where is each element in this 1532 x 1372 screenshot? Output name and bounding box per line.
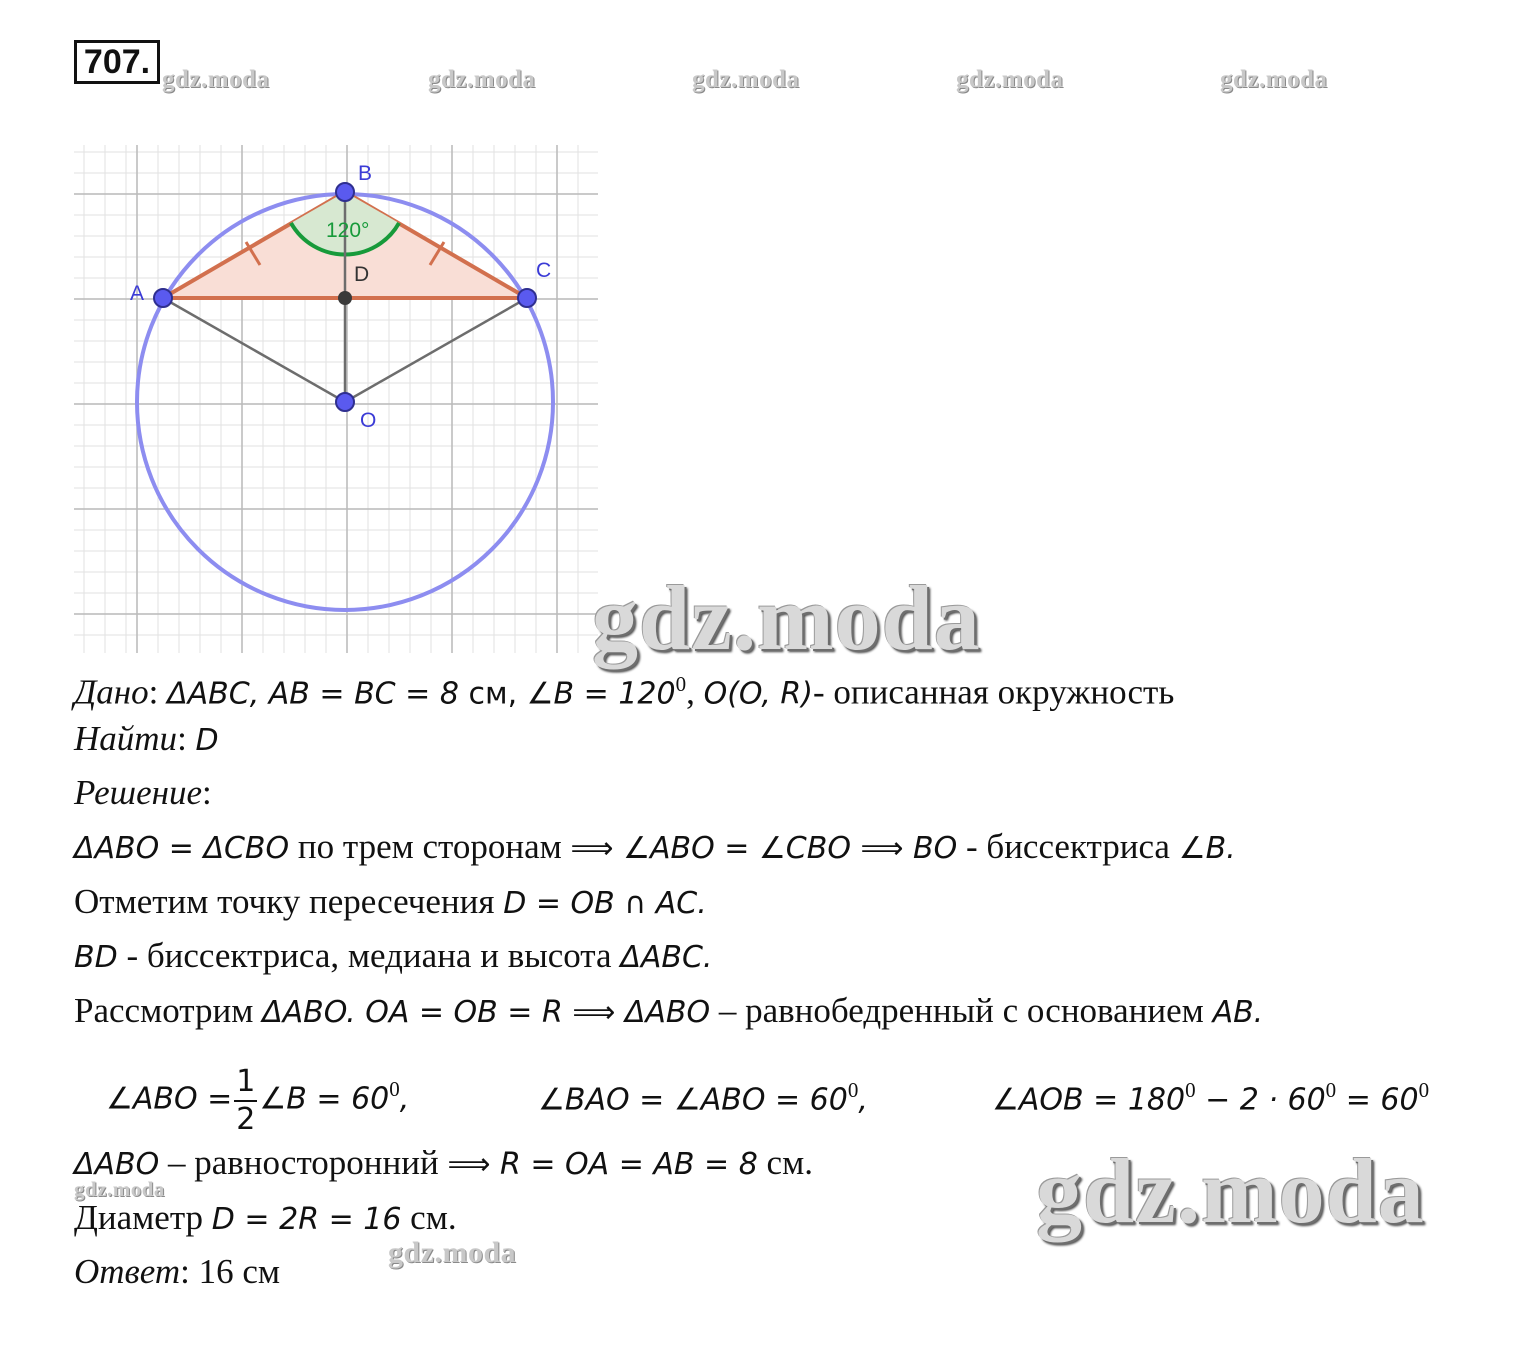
equation-1: [106, 1047, 410, 1137]
text: см.: [401, 1198, 457, 1237]
find-value: D: [195, 723, 219, 758]
geometry-figure: [74, 145, 598, 653]
degree: 0: [389, 1077, 400, 1101]
given-label: Дано: [74, 672, 149, 712]
watermark: gdz.moda: [74, 1177, 165, 1201]
text: – равнобедренный с основанием: [710, 991, 1213, 1030]
label-b: B: [358, 162, 373, 185]
solution-step-1: [74, 827, 1236, 869]
text: Отметим точку пересечения: [74, 882, 504, 921]
math: ΔABC.: [620, 940, 713, 975]
text: - биссектриса, медиана и высота: [117, 936, 621, 975]
watermark-large: gdz.moda: [1036, 1140, 1425, 1242]
math: ΔABO. OA = OB = R ⟹ ΔABO: [262, 995, 711, 1030]
label-d: D: [354, 263, 370, 286]
math: ⟹ ∠ABO = ∠CBO ⟹ BO: [570, 831, 958, 866]
math: D = OB ∩ AC.: [503, 886, 707, 921]
segment-co: [345, 298, 527, 402]
point-b: [336, 183, 354, 201]
math: ∠ABO =: [106, 1081, 233, 1117]
math: ,: [858, 1082, 868, 1118]
given-angle: ∠B = 120: [526, 676, 676, 712]
point-c: [518, 289, 536, 307]
watermark: gdz.moda: [428, 66, 536, 93]
math: ΔABO: [74, 1147, 160, 1182]
angle-label: 120°: [326, 219, 370, 242]
math: ,: [399, 1081, 410, 1117]
label-c: C: [536, 259, 552, 282]
solution-step-6: [74, 1143, 813, 1185]
degree: 0: [1185, 1078, 1196, 1102]
given-rest: - описанная окружность: [812, 672, 1175, 712]
math: − 2 · 60: [1195, 1082, 1326, 1118]
solution-step-7: [74, 1198, 457, 1240]
degree: 0: [847, 1078, 859, 1102]
find-line: Найти: D: [74, 719, 219, 758]
watermark: gdz.moda: [162, 66, 270, 93]
math: AB.: [1212, 995, 1264, 1030]
solution-step-3: [74, 936, 712, 978]
answer-line: [74, 1252, 280, 1292]
degree: 0: [1418, 1078, 1430, 1102]
given-circle: O(O, R): [703, 676, 813, 712]
numerator: 1: [234, 1064, 257, 1102]
label-o: O: [360, 409, 377, 432]
text: Рассмотрим: [74, 991, 263, 1030]
equation-3: [992, 1070, 1429, 1121]
math: ΔABO = ΔCBO: [74, 831, 290, 866]
degree: 0: [1325, 1078, 1337, 1102]
watermark-large: gdz.moda: [592, 567, 981, 669]
math: ∠AOB = 180: [992, 1082, 1186, 1118]
watermark: gdz.moda: [692, 66, 800, 93]
math: ∠B = 60: [259, 1081, 390, 1117]
math: = 60: [1336, 1082, 1419, 1118]
given-sep: ,: [686, 672, 704, 712]
solution-step-2: [74, 882, 707, 924]
answer-label: Ответ: [74, 1252, 181, 1291]
problem-number: 707.: [74, 40, 160, 84]
find-label: Найти: [74, 719, 178, 758]
math: BD: [74, 940, 118, 975]
watermark: gdz.moda: [388, 1236, 517, 1269]
degree: 0: [675, 672, 687, 696]
solution-label: Решение: [74, 773, 203, 812]
given-unit: см,: [458, 676, 527, 712]
text: - биссектриса: [957, 827, 1179, 866]
watermark: gdz.moda: [956, 66, 1064, 93]
text: по трем сторонам: [289, 827, 571, 866]
given-math: ΔABC, AB = BC = 8: [167, 676, 459, 712]
point-d: [338, 291, 352, 305]
math: ⟹ R = OA = AB = 8: [447, 1147, 758, 1182]
solution-step-4: [74, 991, 1263, 1033]
watermark: gdz.moda: [1220, 66, 1328, 93]
point-o: [336, 393, 354, 411]
segment-ao: [163, 298, 345, 402]
math: ∠B.: [1178, 831, 1236, 866]
math: ∠BAO = ∠ABO = 60: [538, 1082, 848, 1118]
equation-2: [538, 1070, 868, 1121]
point-a: [154, 289, 172, 307]
math: D = 2R = 16: [211, 1202, 402, 1237]
solution-line: Решение:: [74, 773, 212, 812]
label-a: A: [130, 282, 145, 305]
text: см.: [757, 1143, 813, 1182]
given-line: Дано: ΔABC, AB = BC = 8 см, ∠B = $120^0$, O(O, R)- описанная окружность: [74, 672, 1175, 712]
text: Диаметр: [74, 1198, 212, 1237]
answer-value: : 16 см: [180, 1252, 281, 1291]
fraction-half: [234, 1064, 257, 1138]
text: – равносторонний: [159, 1143, 448, 1182]
denominator: 2: [236, 1101, 256, 1137]
